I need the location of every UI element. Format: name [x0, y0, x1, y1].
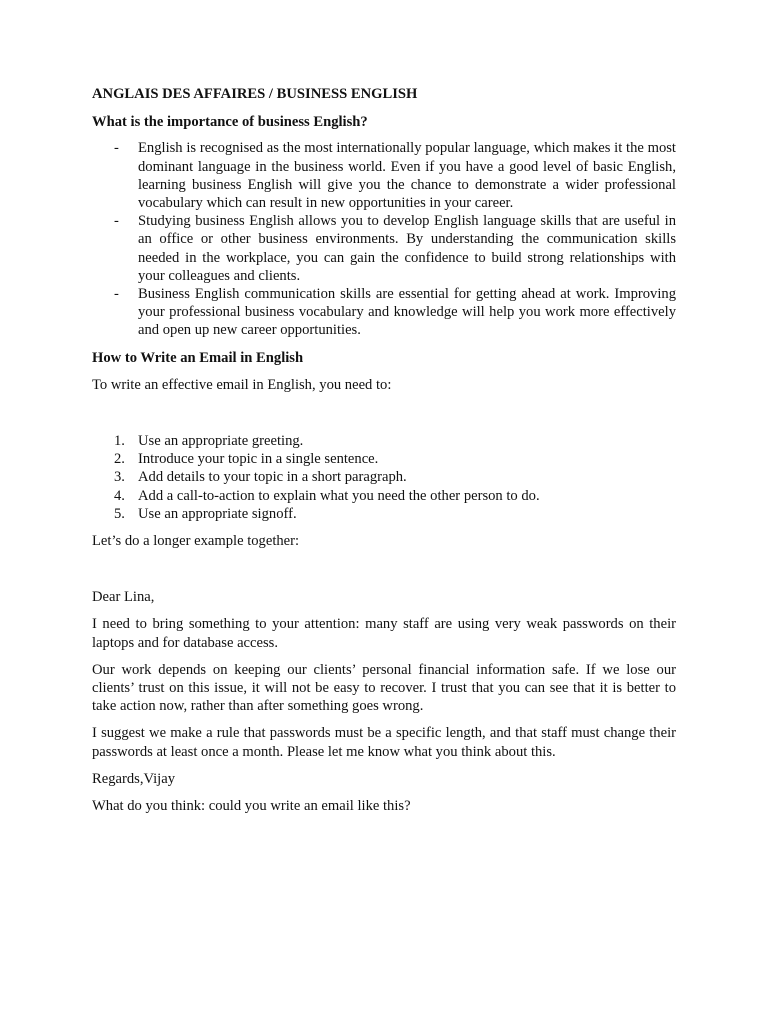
- document-title: ANGLAIS DES AFFAIRES / BUSINESS ENGLISH: [92, 86, 418, 102]
- email-paragraph: I need to bring something to your attention: many staff are using very weak passwords on their laptops and for database access.: [92, 616, 676, 651]
- list-item: [92, 505, 676, 523]
- bullet-dash: -: [114, 286, 119, 303]
- list-item: [92, 487, 676, 505]
- example-intro: Let’s do a longer example together:: [92, 533, 300, 550]
- step-number: 5.: [114, 505, 125, 522]
- bullet-dash: -: [114, 213, 119, 230]
- bullet-dash: -: [114, 140, 119, 157]
- list-item: [92, 450, 676, 468]
- email-greeting: Dear Lina,: [92, 589, 155, 606]
- email-heading: How to Write an Email in English: [92, 349, 304, 366]
- step-text: Use an appropriate greeting.: [138, 433, 304, 450]
- bullet-text: Business English communication skills are essential for getting ahead at work. Improving your professional business vocabulary and knowledge will help you work more effectively and open up new career opportunities.: [138, 286, 676, 339]
- step-number: 2.: [114, 451, 125, 468]
- step-number: 4.: [114, 487, 125, 504]
- step-text: Add details to your topic in a short paragraph.: [138, 469, 407, 486]
- email-steps-list: [92, 432, 676, 523]
- email-intro: To write an effective email in English, you need to:: [92, 376, 392, 393]
- step-number: 1.: [114, 433, 125, 450]
- email-paragraph: I suggest we make a rule that passwords must be a specific length, and that staff must change their passwords at least once a month. Please let me know what you think about this.: [92, 725, 676, 760]
- list-item: [92, 285, 676, 340]
- list-item: [92, 468, 676, 486]
- step-text: Introduce your topic in a single sentence.: [138, 451, 379, 468]
- list-item: [92, 212, 676, 285]
- bullet-text: Studying business English allows you to develop English language skills that are useful in an office or other business environments. By understanding the communication skills needed in the workplace, you can gain the confidence to build strong relationships with your colleagues and clients.: [138, 213, 676, 284]
- document-page: [92, 84, 676, 815]
- step-number: 3.: [114, 469, 125, 486]
- list-item: [92, 139, 676, 212]
- closing-question: What do you think: could you write an email like this?: [92, 798, 411, 815]
- step-text: Use an appropriate signoff.: [138, 505, 297, 522]
- step-text: Add a call-to-action to explain what you need the other person to do.: [138, 487, 540, 504]
- bullet-text: English is recognised as the most internationally popular language, which makes it the most dominant language in the business world. Even if you have a good level of basic English, learning business English will give you the chance to demonstrate a wider professional vocabulary which can result in new opportunities in your career.: [138, 140, 676, 212]
- importance-bullet-list: [92, 139, 676, 339]
- email-signoff: Regards,Vijay: [92, 770, 176, 787]
- list-item: [92, 432, 676, 450]
- importance-heading: What is the importance of business English?: [92, 114, 368, 131]
- email-paragraph: Our work depends on keeping our clients’ personal financial information safe. If we lose our clients’ trust on this issue, it will not be easy to recover. I trust that you can see that it is better to take action now, rather than after something goes wrong.: [92, 661, 676, 715]
